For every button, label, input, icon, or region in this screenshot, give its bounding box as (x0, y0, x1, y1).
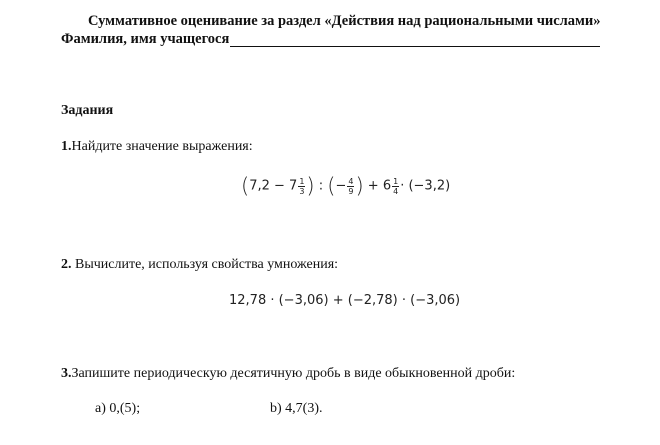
task-1-open-paren: ( (241, 174, 250, 198)
task-2-prompt (61, 257, 338, 273)
task-3-item-b: b) 4,7(3). (270, 401, 323, 416)
task-1-fraction-3: $\frac{1}{4}$ (393, 176, 399, 196)
task-1-fraction-1: $\frac{1}{3}$ (299, 176, 305, 196)
task-1-close-paren: ) (306, 174, 315, 198)
task-2-number: 2. (61, 257, 72, 272)
task-1-close-paren-2: ) (355, 174, 364, 198)
student-name-line (230, 46, 600, 47)
page-title: Суммативное оценивание за раздел «Действия над рациональными числами» (88, 13, 601, 29)
task-3-number: 3. (61, 366, 72, 381)
task-1-expression (241, 174, 450, 198)
task-1-plus-term: + 6 (363, 178, 392, 194)
task-1-term-a: 7,2 − 7 (249, 178, 298, 194)
task-3-text: Запишите периодическую десятичную дробь в виде обыкновенной дроби: (71, 366, 516, 381)
task-1-tail: · (−3,2) (400, 178, 451, 194)
task-1-minus: − (335, 178, 347, 194)
section-title: Задания (61, 103, 114, 118)
task-3-prompt (61, 366, 515, 382)
task-2-text: Вычислите, используя свойства умножения: (71, 257, 339, 272)
task-1-text: Найдите значение выражения: (71, 139, 253, 154)
task-1-fraction-2: $\frac{4}{9}$ (348, 176, 354, 196)
task-1-divide: : (314, 178, 328, 194)
task-1-prompt (61, 139, 253, 155)
task-1-number: 1. (61, 139, 72, 154)
student-name-label: Фамилия, имя учащегося (61, 31, 230, 47)
task-2-expression: 12,78 · (−3,06) + (−2,78) · (−3,06) (229, 293, 461, 308)
task-1-open-paren-2: ( (327, 174, 336, 198)
task-3-item-a: a) 0,(5); (95, 401, 141, 416)
